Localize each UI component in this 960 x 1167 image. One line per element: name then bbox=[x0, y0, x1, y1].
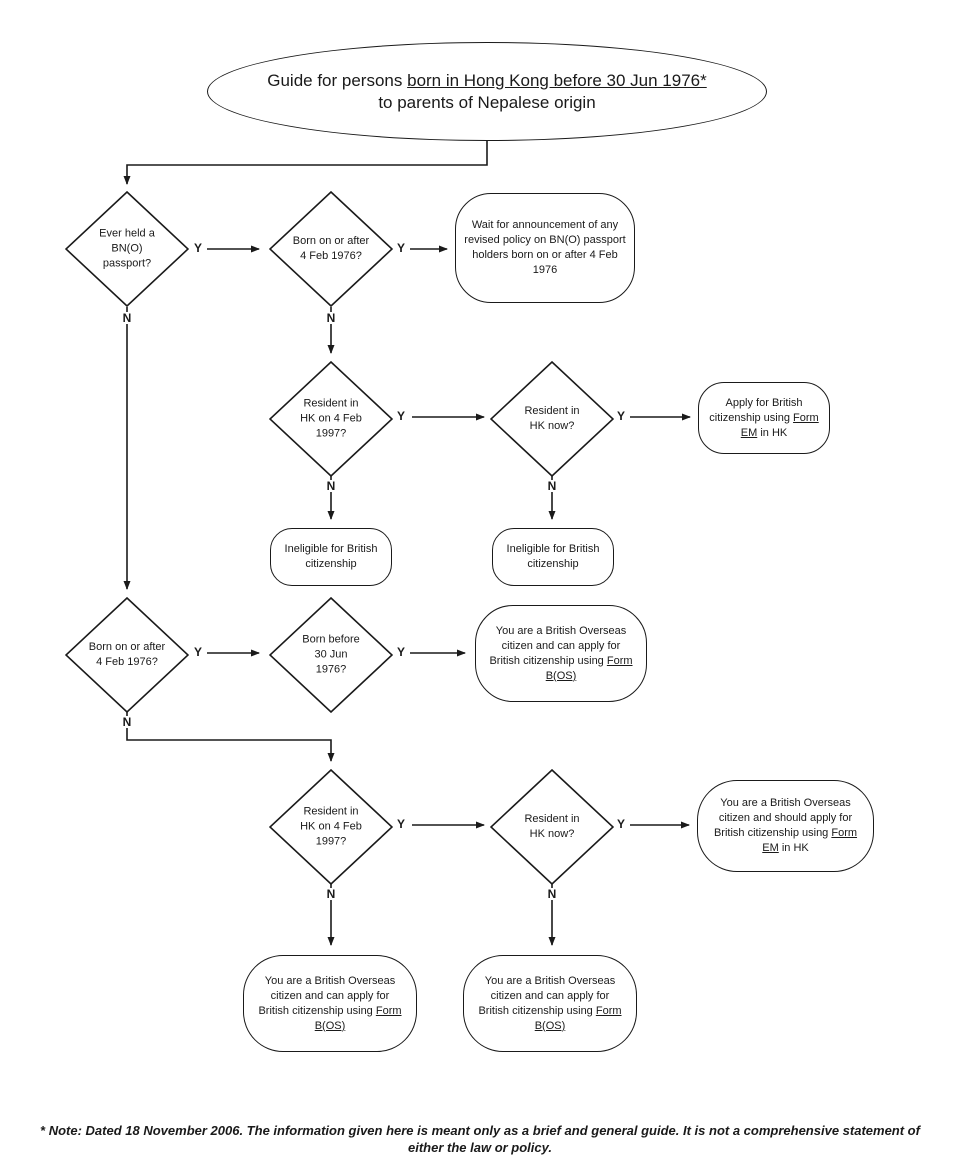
form-bos-link: Form B(OS) bbox=[314, 1004, 402, 1032]
flowchart-title bbox=[207, 42, 767, 141]
decision-label: Ever held a BN(O) passport? bbox=[99, 227, 155, 270]
terminal-bos-can-apply-bottom-left bbox=[243, 955, 417, 1052]
edge-label-no: N bbox=[122, 311, 132, 325]
terminal-text-pre: You are a British Overseas citizen and can apply for British citizenship using bbox=[478, 974, 616, 1017]
edge-label-no: N bbox=[326, 479, 336, 493]
terminal-label: Ineligible for British citizenship bbox=[506, 543, 600, 570]
edge-label-yes: Y bbox=[616, 817, 626, 831]
title-line-1 bbox=[267, 70, 706, 92]
terminal-label bbox=[705, 796, 867, 856]
edge-label-yes: Y bbox=[616, 409, 626, 423]
form-em-link: Form EM bbox=[740, 411, 819, 439]
edge-label-yes: Y bbox=[193, 645, 203, 659]
decision-born-on-after-4feb1976-left bbox=[65, 597, 189, 713]
edge-label-no: N bbox=[547, 887, 557, 901]
terminal-label bbox=[485, 624, 637, 684]
decision-label: Resident in HK on 4 Feb 1997? bbox=[300, 397, 362, 440]
terminal-text-post: in HK bbox=[778, 842, 809, 854]
terminal-ineligible-first bbox=[270, 528, 392, 586]
terminal-label: Ineligible for British citizenship bbox=[284, 543, 378, 570]
terminal-label: Wait for announcement of any revised policy on BN(O) passport holders born on or after 4 Feb 1976 bbox=[464, 219, 626, 276]
terminal-label bbox=[254, 974, 406, 1034]
footnote: * Note: Dated 18 November 2006. The information given here is meant only as a brief and general guide. It is not a comprehensive statement of either the law or policy. bbox=[40, 1123, 920, 1155]
terminal-apply-form-em bbox=[698, 382, 830, 454]
terminal-wait-announcement bbox=[455, 193, 635, 303]
edge-label-yes: Y bbox=[396, 409, 406, 423]
terminal-bos-should-apply-form-em bbox=[697, 780, 874, 872]
terminal-text-pre: You are a British Overseas citizen and should apply for British citizenship using bbox=[713, 797, 853, 839]
edge-label-no: N bbox=[122, 715, 132, 729]
decision-born-on-after-4feb1976-top bbox=[269, 191, 393, 307]
decision-label: Resident in HK now? bbox=[524, 405, 580, 432]
terminal-label bbox=[474, 974, 626, 1034]
terminal-text-pre: Apply for British citizenship using bbox=[709, 396, 803, 424]
terminal-text-pre: You are a British Overseas citizen and can apply for British citizenship using bbox=[489, 624, 627, 667]
decision-label: Born before 30 Jun 1976? bbox=[302, 633, 360, 676]
decision-label: Resident in HK now? bbox=[524, 813, 580, 840]
terminal-bos-can-apply-mid bbox=[475, 605, 647, 702]
terminal-text-post: in HK bbox=[757, 426, 788, 439]
edge-label-no: N bbox=[326, 887, 336, 901]
terminal-text-pre: You are a British Overseas citizen and can apply for British citizenship using bbox=[258, 974, 396, 1017]
decision-ever-held-bno-passport bbox=[65, 191, 189, 307]
terminal-label bbox=[705, 396, 823, 441]
decision-resident-hk-now-bottom bbox=[490, 769, 614, 885]
form-em-link: Form EM bbox=[762, 827, 858, 854]
form-bos-link: Form B(OS) bbox=[545, 654, 633, 682]
form-bos-link: Form B(OS) bbox=[534, 1004, 622, 1032]
edge-label-no: N bbox=[326, 311, 336, 325]
decision-resident-hk-now-top bbox=[490, 361, 614, 477]
decision-resident-hk-4feb1997-bottom bbox=[269, 769, 393, 885]
decision-label: Born on or after 4 Feb 1976? bbox=[88, 641, 166, 668]
title-line1-pre: Guide for persons bbox=[267, 70, 408, 90]
title-line-2: to parents of Nepalese origin bbox=[378, 92, 596, 112]
edge-label-yes: Y bbox=[396, 241, 406, 255]
terminal-bos-can-apply-bottom-right bbox=[463, 955, 637, 1052]
decision-label: Born on or after 4 Feb 1976? bbox=[292, 235, 370, 262]
decision-resident-hk-4feb1997-top bbox=[269, 361, 393, 477]
decision-label: Resident in HK on 4 Feb 1997? bbox=[300, 805, 362, 848]
edge-label-yes: Y bbox=[193, 241, 203, 255]
decision-born-before-30jun1976 bbox=[269, 597, 393, 713]
edge-label-yes: Y bbox=[396, 817, 406, 831]
terminal-ineligible-second bbox=[492, 528, 614, 586]
edge-label-no: N bbox=[547, 479, 557, 493]
edge-label-yes: Y bbox=[396, 645, 406, 659]
title-line1-underlined: born in Hong Kong before 30 Jun 1976* bbox=[407, 70, 707, 90]
